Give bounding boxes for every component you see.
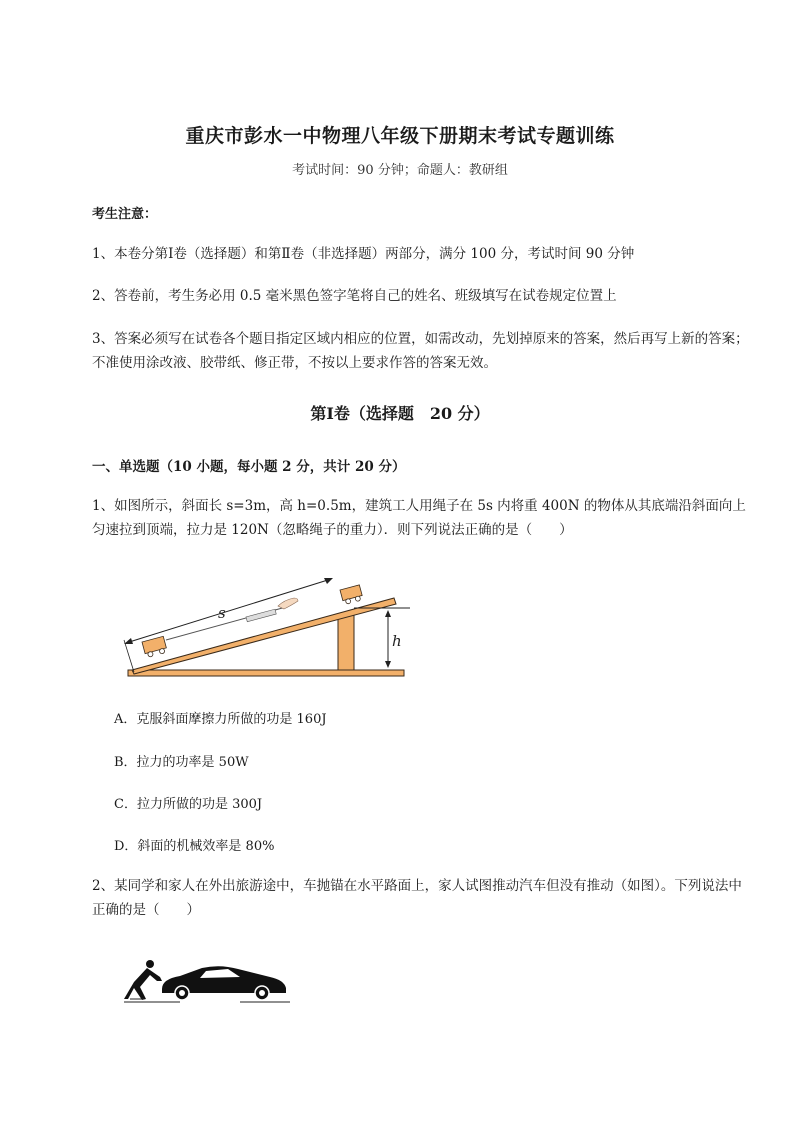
top-cart [340,585,363,605]
option-a: A．克服斜面摩擦力所做的功是 160J [114,712,327,727]
part-heading: 一、单选题（10 小题，每小题 2 分，共计 20 分） [92,459,406,475]
support-block [338,614,354,670]
spring-scale [246,609,276,622]
notice-item-3: 3、答案必须写在试卷各个题目指定区域内相应的位置，如需改动，先划掉原来的答案，然后再写上新的答案；不准使用涂改液、胶带纸、修正带，不按以上要求作答的答案无效。 [92,331,749,371]
length-tick-left [124,640,134,672]
incline-board [132,598,396,674]
height-arrow-top-head [385,610,391,617]
sports-car-icon [162,966,286,1000]
bottom-cart [142,636,168,658]
notice-heading: 考生注意： [92,207,158,222]
ground-plank [128,670,404,676]
question-2-stem: 2、某同学和家人在外出旅游途中，车抛锚在水平路面上，家人试图推动汽车但没有推动（如图）。下列说法中正确的是（ ） [92,878,742,918]
push-car-figure [120,955,300,1005]
option-c: C．拉力所做的功是 300J [114,797,263,812]
notice-item-1: 1、本卷分第Ⅰ卷（选择题）和第Ⅱ卷（非选择题）两部分，满分 100 分，考试时间 90 分钟 [92,246,635,262]
option-b: B．拉力的功率是 50W [114,755,249,770]
height-arrow-bottom-head [385,661,391,668]
hand-icon [278,598,298,609]
section-title: 第Ⅰ卷（选择题 20 分） [310,404,490,423]
length-arrow [126,579,331,643]
length-label: s [218,604,226,622]
exam-info: 考试时间：90 分钟；命题人：教研组 [292,163,508,178]
option-d: D．斜面的机械效率是 80% [114,839,275,854]
page-title: 重庆市彭水一中物理八年级下册期末考试专题训练 [185,125,615,147]
notice-item-2: 2、答卷前，考生务必用 0.5 毫米黑色签字笔将自己的姓名、班级填写在试卷规定位置上 [92,288,617,304]
height-label: h [392,632,402,650]
person-pushing-icon [124,960,162,1000]
question-1-stem: 1、如图所示，斜面长 s=3m，高 h=0.5m，建筑工人用绳子在 5s 内将重 400N 的物体从其底端沿斜面向上匀速拉到顶端，拉力是 120N（忽略绳子的重力）．则下列说法正确的是（ ） [92,498,746,538]
inclined-plane-figure [118,570,418,682]
